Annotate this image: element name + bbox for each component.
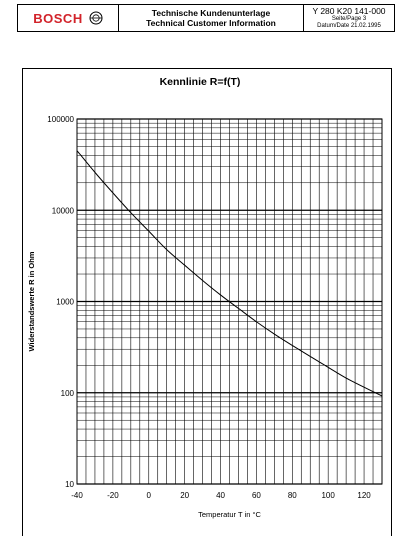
x-axis-ticks <box>71 491 371 500</box>
y-tick-label: 100 <box>60 388 74 398</box>
y-axis-label: Widerstandswerte R in Ohm <box>27 251 36 352</box>
chart-title: Kennlinie R=f(T) <box>159 76 241 88</box>
y-tick-label: 1000 <box>56 297 74 307</box>
x-tick-label: 100 <box>321 491 335 500</box>
document-date: Datum/Date 21.02.1995 <box>317 23 381 29</box>
x-tick-label: 0 <box>146 491 151 500</box>
page-number: Seite/Page 3 <box>331 16 367 22</box>
x-axis-label: Temperatur T in °C <box>198 510 261 519</box>
y-tick-label: 10000 <box>51 206 74 216</box>
title-german: Technische Kundenunterlage <box>151 8 271 18</box>
y-tick-label: 10 <box>65 480 74 489</box>
brand-name: BOSCH <box>33 10 83 26</box>
x-tick-label: -40 <box>71 491 83 500</box>
x-tick-label: -20 <box>107 491 119 500</box>
x-tick-label: 120 <box>357 491 371 500</box>
y-axis-ticks <box>47 115 74 489</box>
y-tick-label: 100000 <box>47 115 74 124</box>
x-tick-label: 60 <box>251 491 261 500</box>
document-number: Y 280 K20 141-000 <box>312 6 386 16</box>
x-tick-label: 80 <box>287 491 297 500</box>
x-tick-label: 20 <box>180 491 190 500</box>
title-english: Technical Customer Information <box>146 18 276 28</box>
x-tick-label: 40 <box>216 491 225 500</box>
